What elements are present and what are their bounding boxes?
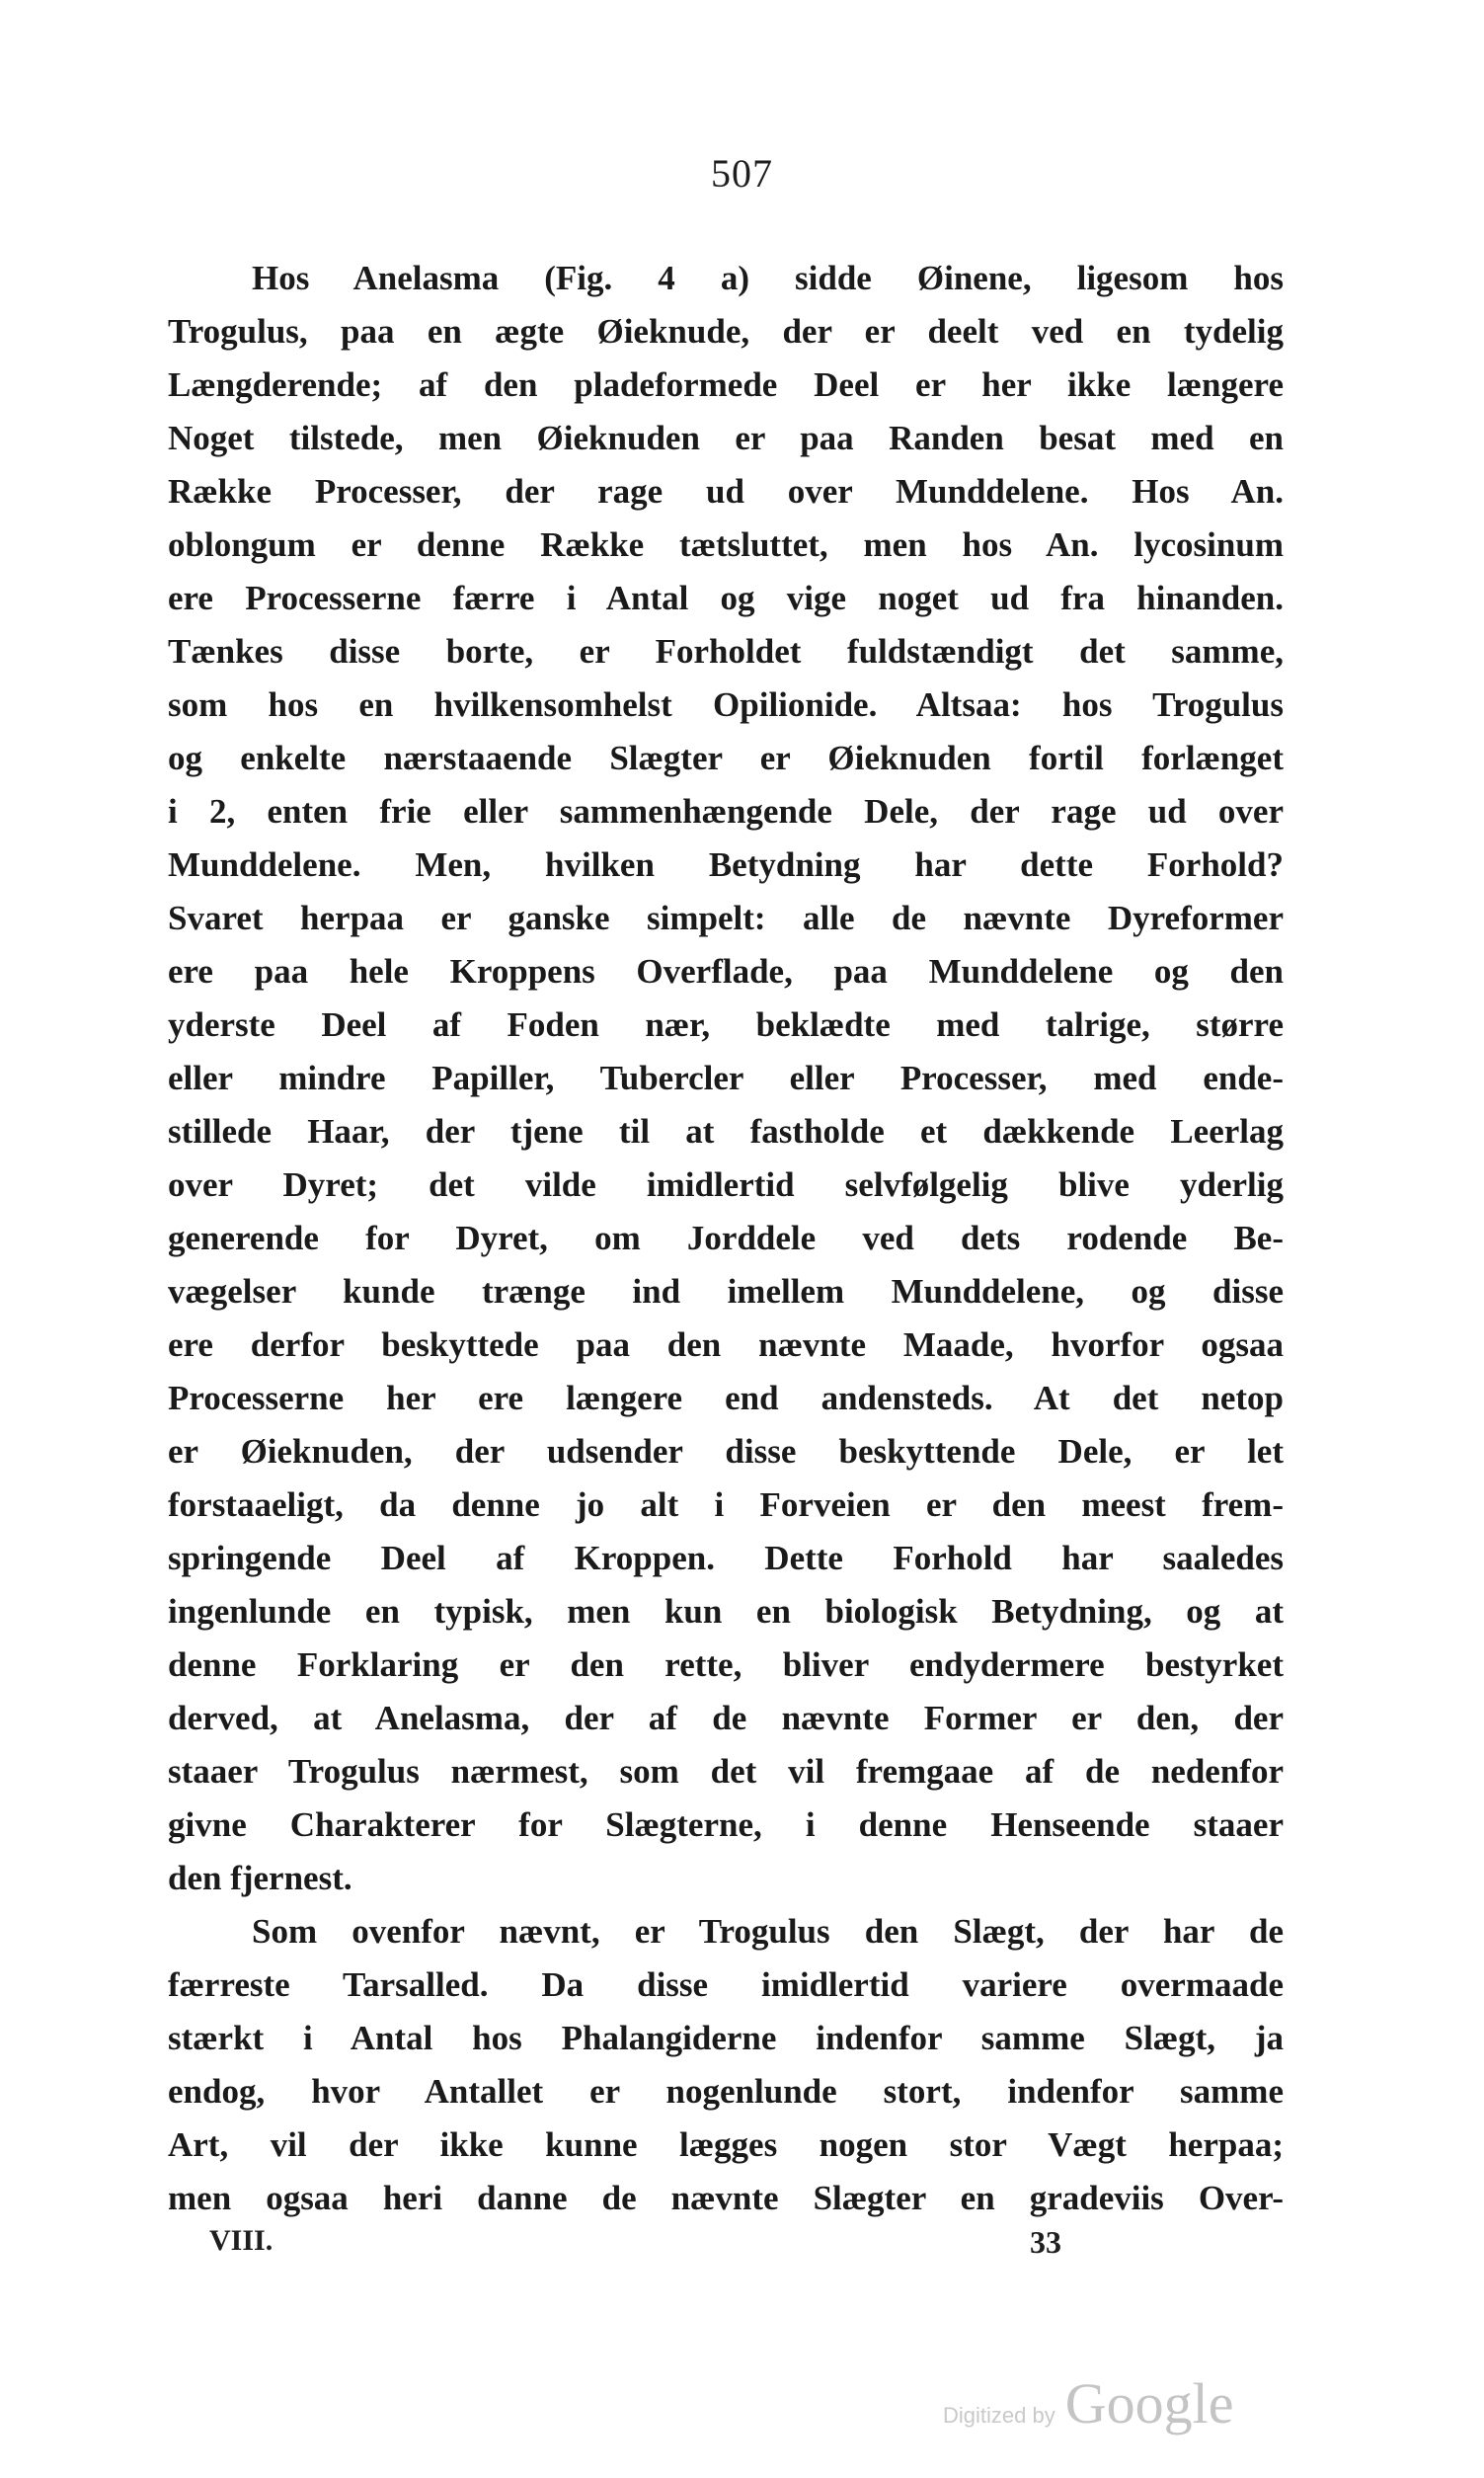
text-line: givne Charakterer for Slægterne, i denne Henseende staaer bbox=[168, 1805, 1284, 1844]
text-line: Processerne her ere længere end andensteds. At det netop bbox=[168, 1379, 1284, 1417]
body-text bbox=[168, 252, 1284, 2225]
text-line: oblongum er denne Række tætsluttet, men hos An. lycosinum bbox=[168, 525, 1284, 564]
text-line: denne Forklaring er den rette, bliver endydermere bestyrket bbox=[168, 1645, 1284, 1684]
text-line: men ogsaa heri danne de nævnte Slægter en gradeviis Over- bbox=[168, 2179, 1284, 2217]
text-line: over Dyret; det vilde imidlertid selvfølgelig blive yderlig bbox=[168, 1165, 1284, 1204]
text-line: er Øieknuden, der udsender disse beskyttende Dele, er let bbox=[168, 1432, 1284, 1471]
footer-signature: VIII. bbox=[209, 2224, 273, 2257]
text-line: springende Deel af Kroppen. Dette Forhold har saaledes bbox=[168, 1539, 1284, 1577]
text-line: endog, hvor Antallet er nogenlunde stort, indenfor samme bbox=[168, 2072, 1284, 2111]
text-line: færreste Tarsalled. Da disse imidlertid variere overmaade bbox=[168, 1965, 1284, 2004]
text-line: staaer Trogulus nærmest, som det vil fremgaae af de nedenfor bbox=[168, 1752, 1284, 1791]
text-line: ere derfor beskyttede paa den nævnte Maade, hvorfor ogsaa bbox=[168, 1325, 1284, 1364]
text-line: yderste Deel af Foden nær, beklædte med talrige, større bbox=[168, 1005, 1284, 1044]
page-number: 507 bbox=[711, 151, 773, 196]
text-line: ere Processerne færre i Antal og vige noget ud fra hinanden. bbox=[168, 579, 1284, 617]
text-line: eller mindre Papiller, Tubercler eller Processer, med ende- bbox=[168, 1059, 1284, 1097]
text-line: Tænkes disse borte, er Forholdet fuldstændigt det samme, bbox=[168, 632, 1284, 671]
watermark-prefix: Digitized by bbox=[943, 2403, 1055, 2428]
text-line: Hos Anelasma (Fig. 4 a) sidde Øinene, ligesom hos bbox=[252, 259, 1284, 297]
text-line: vægelser kunde trænge ind imellem Munddelene, og disse bbox=[168, 1272, 1284, 1311]
text-line: stillede Haar, der tjene til at fastholde et dækkende Leerlag bbox=[168, 1112, 1284, 1151]
text-line: i 2, enten frie eller sammenhængende Dele, der rage ud over bbox=[168, 792, 1284, 831]
text-line: forstaaeligt, da denne jo alt i Forveien er den meest frem- bbox=[168, 1485, 1284, 1524]
text-line: ingenlunde en typisk, men kun en biologisk Betydning, og at bbox=[168, 1592, 1284, 1631]
text-line: Svaret herpaa er ganske simpelt: alle de nævnte Dyreformer bbox=[168, 899, 1284, 937]
text-line: Trogulus, paa en ægte Øieknude, der er deelt ved en tydelig bbox=[168, 312, 1284, 351]
text-line: derved, at Anelasma, der af de nævnte Former er den, der bbox=[168, 1699, 1284, 1737]
text-line: Længderende; af den pladeformede Deel er her ikke længere bbox=[168, 365, 1284, 404]
text-line: Noget tilstede, men Øieknuden er paa Randen besat med en bbox=[168, 419, 1284, 457]
text-line: Art, vil der ikke kunne lægges nogen stor Vægt herpaa; bbox=[168, 2125, 1284, 2164]
text-line: Som ovenfor nævnt, er Trogulus den Slægt, der har de bbox=[252, 1912, 1284, 1951]
text-line: generende for Dyret, om Jorddele ved dets rodende Be- bbox=[168, 1219, 1284, 1257]
text-line: som hos en hvilkensomhelst Opilionide. Altsaa: hos Trogulus bbox=[168, 685, 1284, 724]
text-line: stærkt i Antal hos Phalangiderne indenfor samme Slægt, ja bbox=[168, 2019, 1284, 2057]
text-line: Munddelene. Men, hvilken Betydning har dette Forhold? bbox=[168, 845, 1284, 884]
text-line: den fjernest. bbox=[168, 1859, 352, 1897]
text-line: og enkelte nærstaaende Slægter er Øieknuden fortil forlænget bbox=[168, 739, 1284, 777]
footer-sheet-number: 33 bbox=[1030, 2224, 1061, 2260]
text-line: ere paa hele Kroppens Overflade, paa Munddelene og den bbox=[168, 952, 1284, 991]
text-line: Række Processer, der rage ud over Munddelene. Hos An. bbox=[168, 472, 1284, 511]
digitization-watermark bbox=[943, 2370, 1233, 2437]
watermark-brand: Google bbox=[1064, 2371, 1234, 2436]
